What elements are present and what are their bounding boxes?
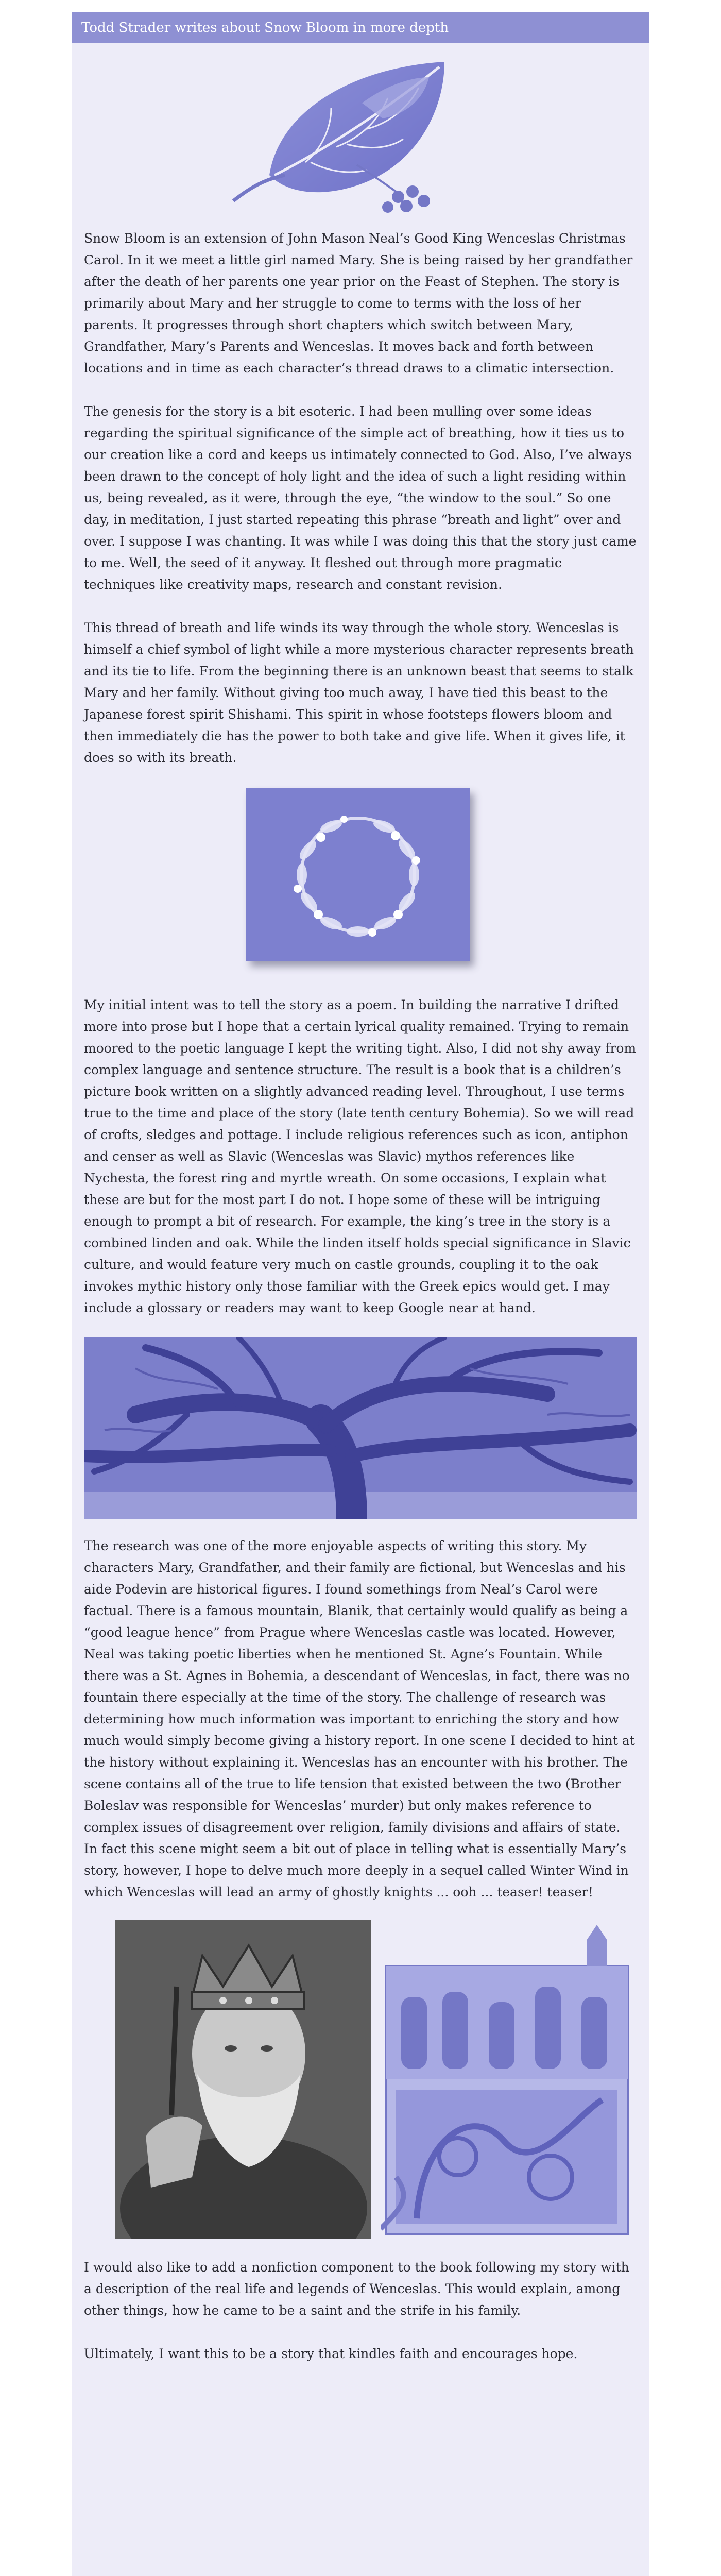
- article-paragraph: Ultimately, I want this to be a story that kindles faith and encourages hope.: [84, 2346, 578, 2361]
- article-content: [84, 43, 637, 2365]
- article-paragraph: The genesis for the story is a bit esoteric. I had been mulling over some ideas regarding the spiritual significance of the simple act of breathing, how it ties us to our creation like a cord and keeps us intimately connected to God. Also, I’ve always been drawn to the concept of holy light and the idea of such a light residing within us, being revealed, as it were, through the eye, “the window to the soul.” So one day, in meditation, I just started repeating this phrase “breath and light” over and over. I suppose I was chanting. It was while I was doing this that the story just came to me. Well, the seed of it anyway. It fleshed out through more pragmatic techniques like creativity maps, research and constant revision.: [84, 404, 637, 592]
- floral-wreath-icon: [246, 788, 470, 961]
- article-paragraph: The research was one of the more enjoyable aspects of writing this story. My characters Mary, Grandfather, and their family are fictional, but Wenceslas and his aide Podevin are historical figures. I found somethings from Neal’s Carol were factual. There is a famous mountain, Blanik, that certainly would qualify as being a “good league hence” from Prague where Wenceslas castle was located. However, Neal was taking poetic liberties when he mentioned St. Agne’s Fountain. While there was a St. Agnes in Bohemia, a descendant of Wenceslas, in fact, there was no fountain there especially at the time of the story. The challenge of research was determining how much information was important to enriching the story and how much would simply become giving a history report. In one scene I decided to hint at the history without explaining it. Wenceslas has an encounter with his brother. The scene contains all of the true to life tension that existed between the two (Brother Boleslav was responsible for Wenceslas’ murder) but only makes reference to complex issues of disagreement over religion, family divisions and affairs of state. In fact this scene might seem a bit out of place in telling what is essentially Mary’s story, however, I hope to delve much more deeply in a sequel called Winter Wind in which Wenceslas will lead an army of ghostly knights ... ooh ... teaser! teaser!: [84, 1538, 635, 1900]
- manuscript-icon: [381, 1920, 637, 2239]
- tree-icon: [84, 1337, 637, 1519]
- bottom-images: [84, 1920, 637, 2239]
- article-paragraph: My initial intent was to tell the story as a poem. In building the narrative I drifted more into prose but I hope that a certain lyrical quality remained. Trying to remain moored to the poetic language I kept the writing tight. Also, I did not shy away from complex language and sentence structure. The result is a book that is a children’s picture book written on a slightly advanced reading level. Throughout, I use terms true to the time and place of the story (late tenth century Bohemia). So we will read of crofts, sledges and pottage. I include religious references such as icon, antiphon and censer as well as Slavic (Wenceslas was Slavic) mythos references like Nychesta, the forest ring and myrtle wreath. On some occasions, I explain what these are but for the most part I do not. I hope some of these will be intriguing enough to prompt a bit of research. For example, the king’s tree in the story is a combined linden and oak. While the linden itself holds special significance in Slavic culture, and would feature very much on castle grounds, coupling it to the oak invokes mythic history only those familiar with the Greek epics would get. I may include a glossary or readers may want to keep Google near at hand.: [84, 997, 637, 1315]
- article-header: Todd Strader writes about Snow Bloom in more depth: [72, 12, 649, 43]
- manuscript-illustration: [381, 1920, 637, 2239]
- linden-leaf-icon: [202, 46, 501, 222]
- article-page: [72, 12, 649, 2576]
- king-portrait: [115, 1920, 371, 2239]
- wreath-illustration: [84, 788, 637, 979]
- article-paragraph: Snow Bloom is an extension of John Mason Neal’s Good King Wenceslas Christmas Carol. In it we meet a little girl named Mary. She is being raised by her grandfather after the death of her parents one year prior on the Feast of Stephen. The story is primarily about Mary and her struggle to come to terms with the loss of her parents. It progresses through short chapters which switch between Mary, Grandfather, Mary’s Parents and Wenceslas. It moves back and forth between locations and in time as each character’s thread draws to a climatic intersection.: [84, 231, 633, 376]
- king-portrait-icon: [115, 1920, 371, 2239]
- article-paragraph: This thread of breath and life winds its way through the whole story. Wenceslas is himself a chief symbol of light while a more mysterious character represents breath and its tie to life. From the beginning there is an unknown beast that seems to stalk Mary and her family. Without giving too much away, I have tied this beast to the Japanese forest spirit Shishami. This spirit in whose footsteps flowers bloom and then immediately die has the power to both take and give life. When it gives life, it does so with its breath.: [84, 620, 634, 765]
- leaf-illustration: [84, 43, 637, 228]
- tree-photo: [84, 1337, 637, 1519]
- article-paragraph: I would also like to add a nonfiction component to the book following my story with a description of the real life and legends of Wenceslas. This would explain, among other things, how he came to be a saint and the strife in his family.: [84, 2260, 629, 2318]
